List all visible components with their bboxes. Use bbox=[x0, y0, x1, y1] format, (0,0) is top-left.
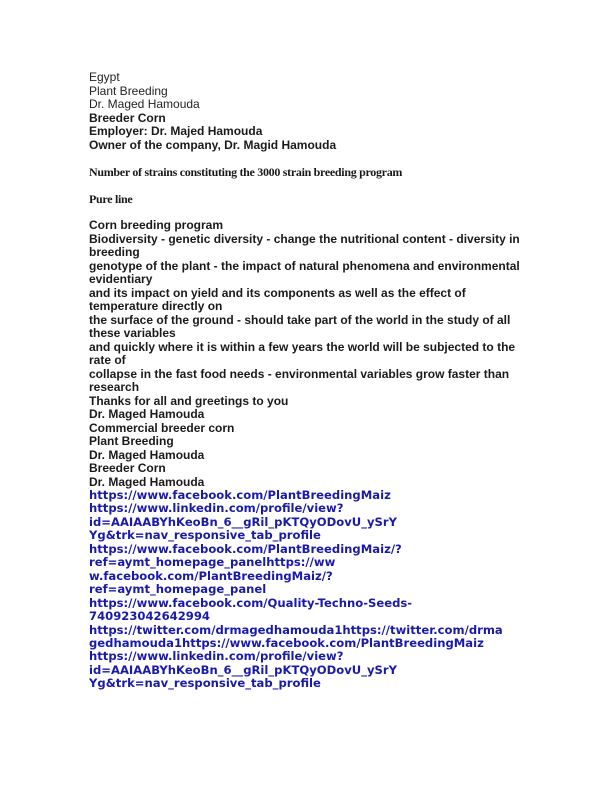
linkedin-link-cont[interactable]: id=AAIAABYhKeoBn_6__gRil_pKTQyODovU_ySrY bbox=[89, 514, 398, 529]
body-line: temperature directly on bbox=[89, 299, 223, 313]
header-role: Breeder Corn bbox=[89, 110, 166, 125]
facebook-panel-link-cont[interactable]: ref=aymt_homepage_panel bbox=[89, 582, 267, 597]
header-country: Egypt bbox=[89, 70, 120, 84]
body-line: breeding bbox=[89, 245, 140, 259]
subheadline: Pure line bbox=[89, 192, 133, 206]
body-line: collapse in the fast food needs - environmental variables grow faster than bbox=[89, 366, 510, 381]
twitter-link-cont[interactable]: gedhamouda1https://www.facebook.com/PlantBreedingMaiz bbox=[89, 635, 484, 650]
body-line: Dr. Maged Hamouda bbox=[89, 474, 205, 489]
header-field: Plant Breeding bbox=[89, 83, 168, 98]
body-line: and its impact on yield and its components as well as the effect of bbox=[89, 285, 466, 300]
header-author: Dr. Maged Hamouda bbox=[89, 97, 200, 111]
linkedin-link-2-cont[interactable]: Yg&trk=nav_responsive_tab_profile bbox=[89, 676, 321, 691]
linkedin-link-cont[interactable]: Yg&trk=nav_responsive_tab_profile bbox=[89, 528, 321, 543]
facebook-company-link[interactable]: https://www.facebook.com/Quality-Techno-Seeds- bbox=[89, 595, 413, 610]
body-line: research bbox=[89, 380, 140, 394]
linkedin-link-2-cont[interactable]: id=AAIAABYhKeoBn_6__gRil_pKTQyODovU_ySrY bbox=[89, 662, 398, 677]
header-owner: Owner of the company, Dr. Magid Hamouda bbox=[89, 137, 337, 152]
facebook-panel-link-cont[interactable]: w.facebook.com/PlantBreedingMaiz/? bbox=[89, 568, 333, 583]
body-line: Thanks for all and greetings to you bbox=[89, 393, 289, 408]
linkedin-link-2[interactable]: https://www.linkedin.com/profile/view? bbox=[89, 649, 344, 664]
body-line: evidentiary bbox=[89, 272, 153, 286]
document-page bbox=[89, 71, 529, 691]
body-line: Commercial breeder corn bbox=[89, 420, 235, 435]
facebook-company-link-cont[interactable]: 740923042642994 bbox=[89, 609, 211, 624]
body-line: Corn breeding program bbox=[89, 218, 224, 232]
body-line: and quickly where it is within a few years the world will be subjected to the bbox=[89, 339, 516, 354]
links-section bbox=[89, 489, 529, 691]
body-line: Dr. Maged Hamouda bbox=[89, 407, 205, 421]
body-line: the surface of the ground - should take part of the world in the study of all bbox=[89, 312, 511, 327]
body-line: these variables bbox=[89, 326, 176, 340]
body-line: Plant Breeding bbox=[89, 434, 174, 448]
facebook-link[interactable]: https://www.facebook.com/PlantBreedingMaiz bbox=[89, 488, 391, 502]
headline: Number of strains constituting the 3000 strain breeding program bbox=[89, 165, 403, 179]
body-line: Biodiversity - genetic diversity - change the nutritional content - diversity in bbox=[89, 231, 520, 246]
facebook-panel-link-cont[interactable]: ref=aymt_homepage_panelhttps://ww bbox=[89, 555, 336, 570]
body-line: Dr. Maged Hamouda bbox=[89, 447, 205, 462]
body-text bbox=[89, 219, 529, 489]
facebook-panel-link[interactable]: https://www.facebook.com/PlantBreedingMaiz/? bbox=[89, 541, 402, 556]
linkedin-link[interactable]: https://www.linkedin.com/profile/view? bbox=[89, 501, 344, 516]
body-line: rate of bbox=[89, 353, 126, 367]
twitter-link[interactable]: https://twitter.com/drmagedhamouda1https://twitter.com/drma bbox=[89, 622, 503, 637]
body-line: genotype of the plant - the impact of natural phenomena and environmental bbox=[89, 258, 520, 273]
header-employer: Employer: Dr. Majed Hamouda bbox=[89, 124, 263, 138]
body-line: Breeder Corn bbox=[89, 461, 166, 475]
